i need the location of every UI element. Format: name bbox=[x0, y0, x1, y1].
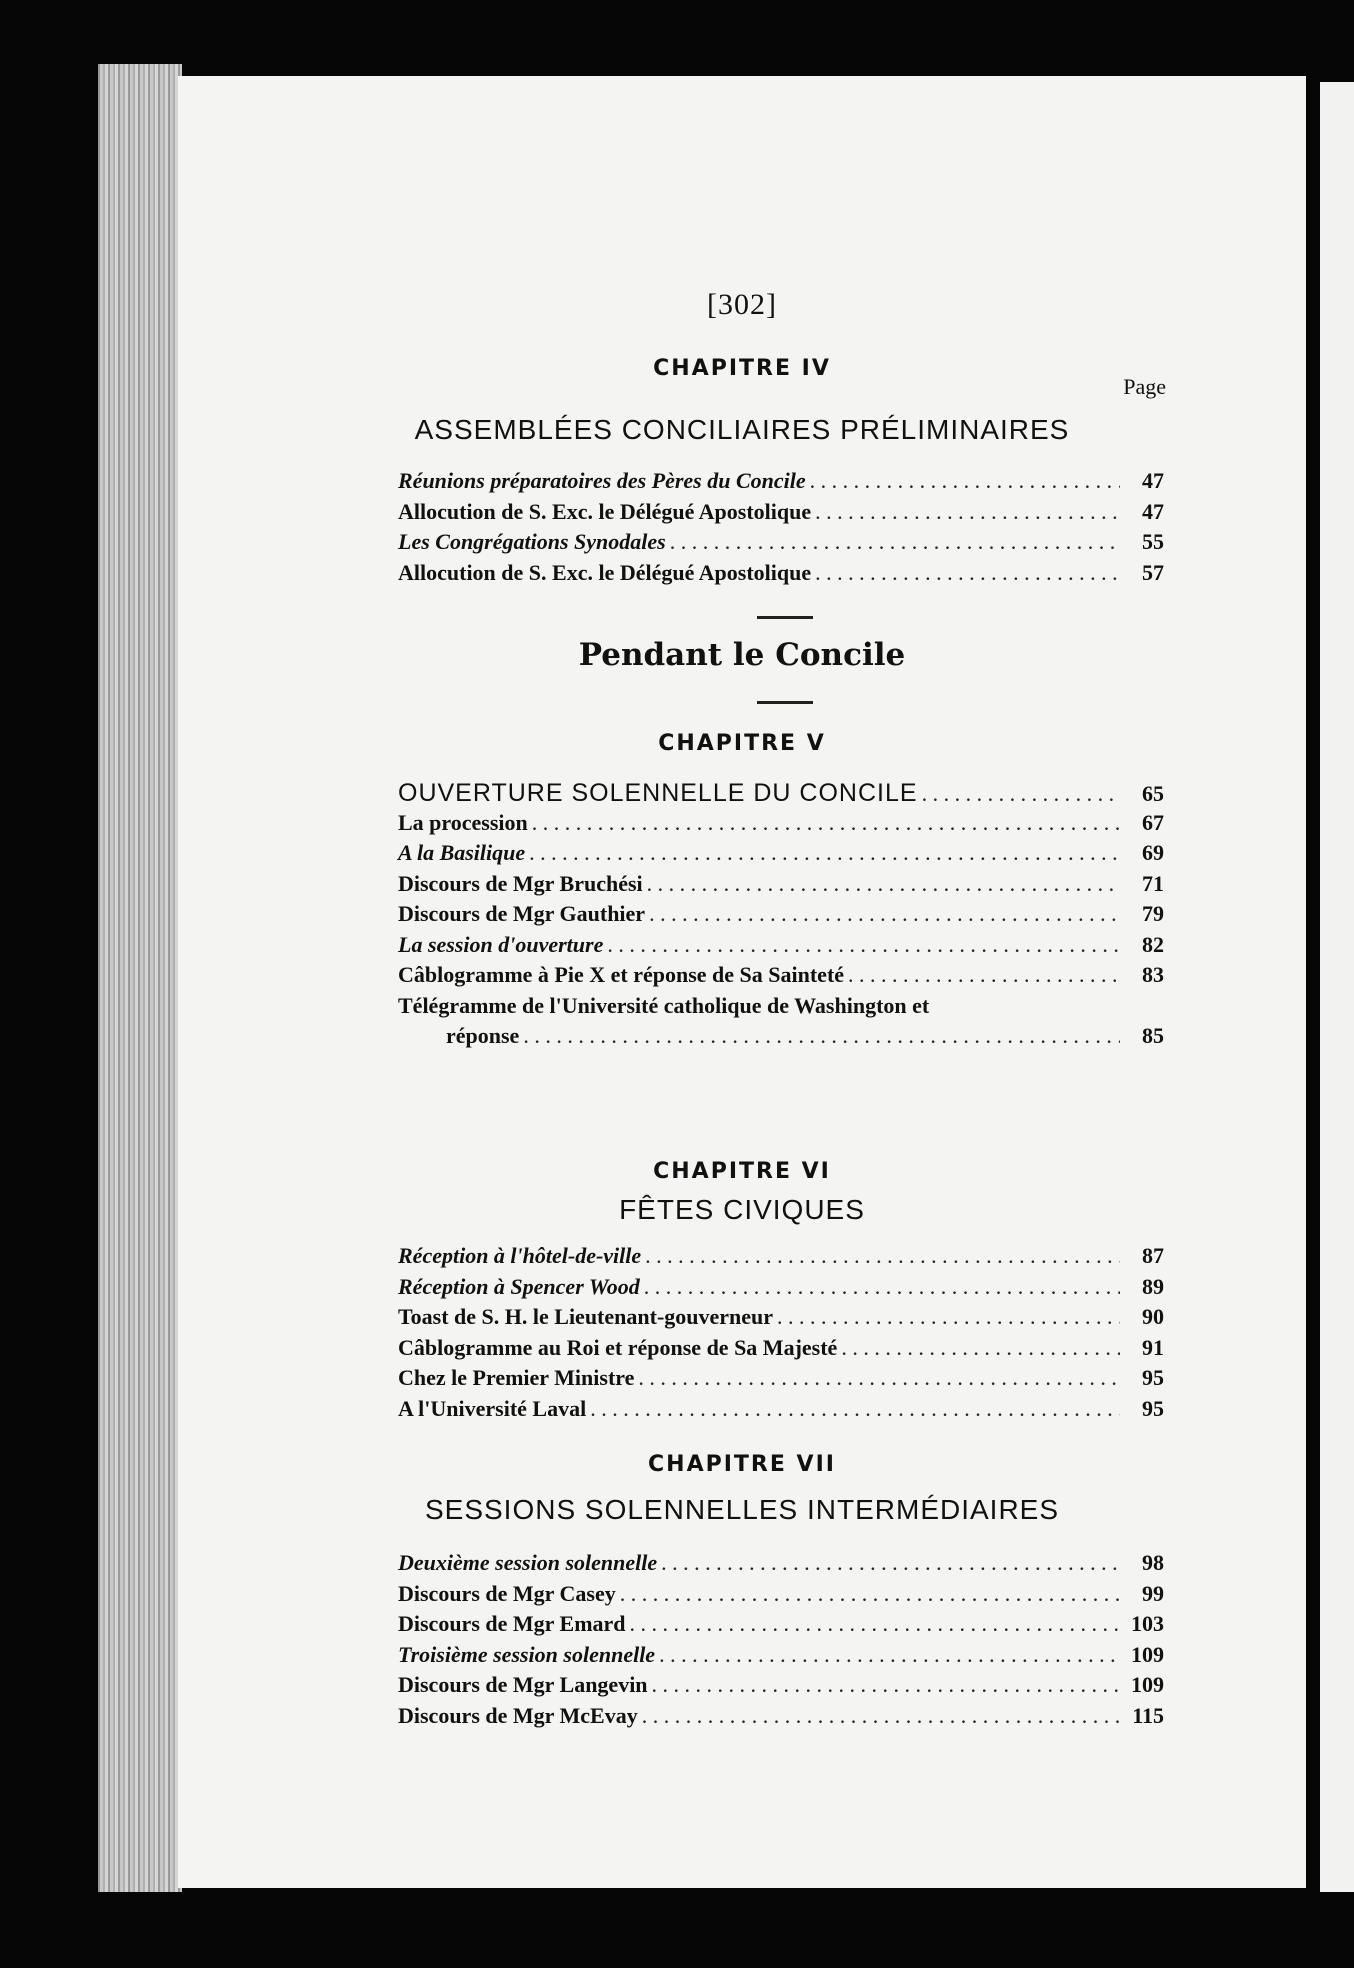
toc-entry: réponse . . . 85 bbox=[398, 1023, 1164, 1054]
chapter-7-title: SESSIONS SOLENNELLES INTERMÉDIAIRES bbox=[424, 1494, 1060, 1525]
chapter-4-entries bbox=[398, 468, 1164, 590]
chapter-4-heading: CHAPITRE IV bbox=[653, 356, 831, 381]
toc-entry: Discours de Mgr Emard . . . 103 bbox=[398, 1611, 1164, 1642]
toc-entry: Discours de Mgr Gauthier . . . 79 bbox=[398, 901, 1164, 932]
toc-entry: Câblogramme à Pie X et réponse de Sa Sainteté . . . 83 bbox=[398, 962, 1164, 993]
toc-entry: Réception à l'hôtel-de-ville . . . 87 bbox=[398, 1243, 1164, 1274]
toc-entry: Troisième session solennelle . . . 109 bbox=[398, 1642, 1164, 1673]
toc-entry: Allocution de S. Exc. le Délégué Apostolique . . . 57 bbox=[398, 560, 1164, 591]
toc-entry: OUVERTURE SOLENNELLE DU CONCILE . . . 65 bbox=[398, 779, 1164, 810]
toc-entry: Allocution de S. Exc. le Délégué Apostolique . . . 47 bbox=[398, 499, 1164, 530]
book-page bbox=[178, 76, 1306, 1888]
toc-entry: Câblogramme au Roi et réponse de Sa Majesté . . . 91 bbox=[398, 1335, 1164, 1366]
chapter-6-entries bbox=[398, 1243, 1164, 1426]
toc-entry: Toast de S. H. le Lieutenant-gouverneur . . . 90 bbox=[398, 1304, 1164, 1335]
toc-entry: Discours de Mgr Langevin . . . 109 bbox=[398, 1672, 1164, 1703]
chapter-5-entries bbox=[398, 779, 1164, 1054]
part-title: Pendant le Concile bbox=[578, 637, 906, 673]
chapter-6-title: FÊTES CIVIQUES bbox=[619, 1194, 865, 1225]
toc-entry: A la Basilique . . . 69 bbox=[398, 840, 1164, 871]
toc-entry: La session d'ouverture . . . 82 bbox=[398, 932, 1164, 963]
divider-rule bbox=[757, 616, 813, 619]
page-number: [302] bbox=[707, 288, 777, 321]
toc-entry: La procession . . . 67 bbox=[398, 810, 1164, 841]
chapter-7-heading: CHAPITRE VII bbox=[648, 1452, 836, 1477]
chapter-4-title: ASSEMBLÉES CONCILIAIRES PRÉLIMINAIRES bbox=[414, 414, 1070, 445]
toc-entry-wrapped-line: Télégramme de l'Université catholique de Washington et bbox=[398, 992, 930, 1018]
toc-entry: Discours de Mgr Casey . . . 99 bbox=[398, 1581, 1164, 1612]
facing-page-edge bbox=[1320, 82, 1354, 1892]
toc-entry: Réception à Spencer Wood . . . 89 bbox=[398, 1274, 1164, 1305]
toc-entry: A l'Université Laval . . . 95 bbox=[398, 1396, 1164, 1427]
toc-entry: Discours de Mgr McEvay . . . 115 bbox=[398, 1703, 1164, 1734]
chapter-7-entries bbox=[398, 1550, 1164, 1733]
page-column-label: Page bbox=[1123, 374, 1166, 399]
chapter-6-heading: CHAPITRE VI bbox=[653, 1159, 831, 1184]
toc-entry: Chez le Premier Ministre . . . 95 bbox=[398, 1365, 1164, 1396]
toc-entry: Les Congrégations Synodales . . . 55 bbox=[398, 529, 1164, 560]
toc-entry: Réunions préparatoires des Pères du Concile . . . 47 bbox=[398, 468, 1164, 499]
divider-rule bbox=[757, 701, 813, 704]
book-gutter bbox=[98, 64, 182, 1892]
toc-entry: Deuxième session solennelle . . . 98 bbox=[398, 1550, 1164, 1581]
chapter-5-heading: CHAPITRE V bbox=[658, 731, 826, 756]
toc-entry: Discours de Mgr Bruchési . . . 71 bbox=[398, 871, 1164, 902]
